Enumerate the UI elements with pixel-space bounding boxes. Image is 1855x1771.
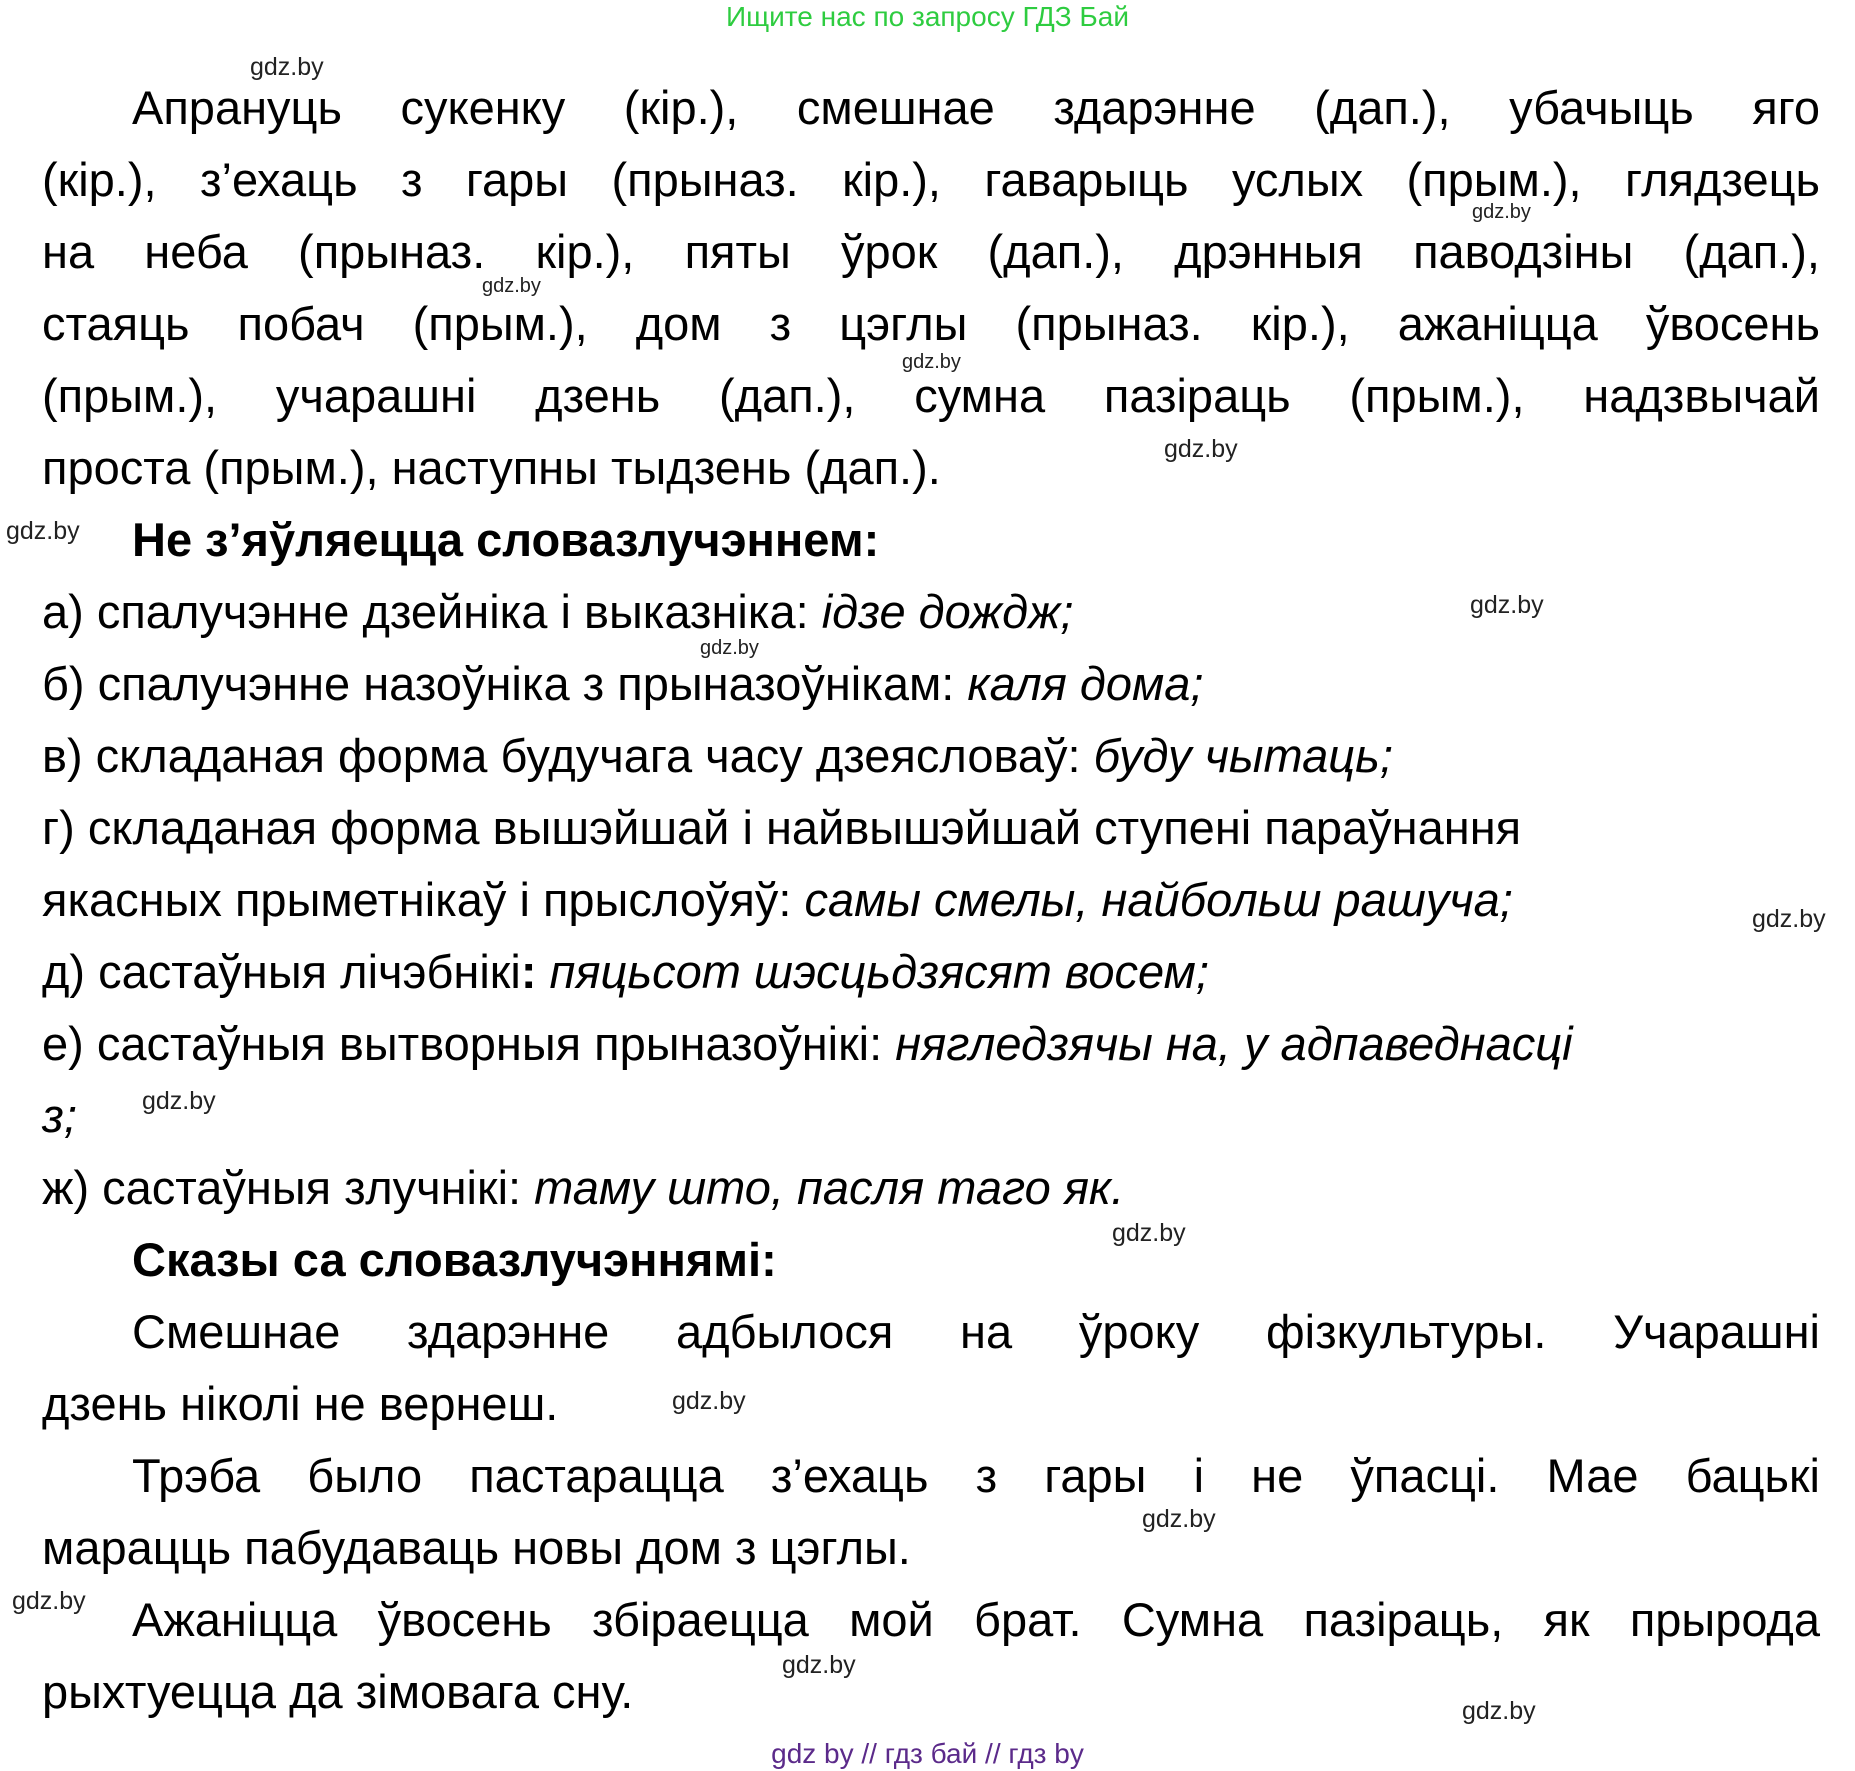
list-item-v-example: буду чытаць; — [1093, 729, 1393, 782]
watermark: gdz.by — [1142, 1505, 1216, 1533]
heading-not-phrase: Не з’яўляецца словазлучэннем: — [132, 513, 880, 566]
watermark: gdz.by — [250, 53, 324, 81]
watermark: gdz.by — [700, 637, 759, 659]
sentence-p2-line-2: марацць пабудаваць новы дом з цэглы. — [42, 1521, 911, 1574]
watermark: gdz.by — [782, 1651, 856, 1679]
list-item-e-label: е) састаўныя вытворныя прыназоўнікі: — [42, 1017, 896, 1070]
watermark: gdz.by — [1112, 1219, 1186, 1247]
heading-sentences: Сказы са словазлучэннямі: — [132, 1233, 777, 1286]
list-item-d — [42, 942, 1820, 1002]
top-banner[interactable]: Ищите нас по запросу ГДЗ Бай — [725, 1, 1130, 32]
list-item-b-example: каля дома; — [967, 657, 1204, 710]
paragraph1-line-4: стаяць побач (прым.), дом з цэглы (прыназ. кір.), ажаніцца ўвосень — [42, 297, 1820, 350]
watermark: gdz.by — [1470, 591, 1544, 619]
list-item-d-example: пяцьсот шэсцьдзясят восем; — [536, 945, 1209, 998]
list-item-a-example: ідзе дождж; — [821, 585, 1074, 638]
sentence-p3-line-1: Ажаніцца ўвосень збіраецца мой брат. Сумна пазіраць, як прырода — [132, 1593, 1820, 1646]
list-item-d-label: д) састаўныя лічэбнікі — [42, 945, 521, 998]
list-item-b-label: б) спалучэнне назоўніка з прыназоўнікам: — [42, 657, 968, 710]
list-item-g-text: якасных прыметнікаў і прыслоўяў: — [42, 873, 805, 926]
watermark: gdz.by — [1164, 435, 1238, 463]
watermark: gdz.by — [902, 351, 961, 373]
list-item-zh-example: таму што, пасля таго як. — [534, 1161, 1125, 1214]
list-item-g-line-2 — [42, 870, 1820, 930]
watermark: gdz.by — [12, 1587, 86, 1615]
list-item-a-label: а) спалучэнне дзейніка і выказніка: — [42, 585, 822, 638]
watermark: gdz.by — [482, 275, 541, 297]
watermark: gdz.by — [1462, 1697, 1536, 1725]
paragraph1-line-5: (прым.), учарашні дзень (дап.), сумна пазіраць (прым.), надзвычай — [42, 369, 1820, 422]
list-item-e — [42, 1014, 1820, 1074]
watermark: gdz.by — [6, 517, 80, 545]
paragraph1-line-1: Апрануць сукенку (кір.), смешнае здарэнне (дап.), убачыць яго — [132, 81, 1820, 134]
list-item-e-cont: з; — [42, 1089, 77, 1142]
list-item-a — [42, 582, 1820, 642]
list-item-g-example: самы смелы, найбольш рашуча; — [804, 873, 1513, 926]
watermark: gdz.by — [142, 1087, 216, 1115]
paragraph1-line-3: на неба (прыназ. кір.), пяты ўрок (дап.), дрэнныя паводзіны (дап.), — [42, 225, 1820, 278]
list-item-b — [42, 654, 1820, 714]
list-item-zh-label: ж) састаўныя злучнікі: — [42, 1161, 535, 1214]
watermark: gdz.by — [672, 1387, 746, 1415]
list-item-zh — [42, 1158, 1820, 1218]
watermark: gdz.by — [1752, 905, 1826, 933]
list-item-v-label: в) складаная форма будучага часу дзеясловаў: — [42, 729, 1094, 782]
paragraph1-line-6: проста (прым.), наступны тыдзень (дап.). — [42, 441, 941, 494]
paragraph1-line-2: (кір.), з’ехаць з гары (прыназ. кір.), гаварыць услых (прым.), глядзець — [42, 153, 1820, 206]
list-item-g-line-1: г) складаная форма вышэйшай і найвышэйшай ступені параўнання — [42, 801, 1522, 854]
watermark: gdz.by — [1472, 201, 1531, 223]
sentence-p1-line-1: Смешнае здарэнне адбылося на ўроку фізкультуры. Учарашні — [132, 1305, 1820, 1358]
sentence-p3-line-2: рыхтуецца да зімовага сну. — [42, 1665, 634, 1718]
list-item-e-example: нягледзячы на, у адпаведнасці — [895, 1017, 1573, 1070]
sentence-p2-line-1: Трэба было пастарацца з’ехаць з гары і не ўпасці. Мае бацькі — [132, 1449, 1820, 1502]
footer-links[interactable]: gdz by // гдз бай // гдз by — [771, 1738, 1084, 1769]
sentence-p1-line-2: дзень ніколі не вернеш. — [42, 1377, 559, 1430]
list-item-d-colon: : — [520, 945, 537, 998]
list-item-v — [42, 726, 1820, 786]
